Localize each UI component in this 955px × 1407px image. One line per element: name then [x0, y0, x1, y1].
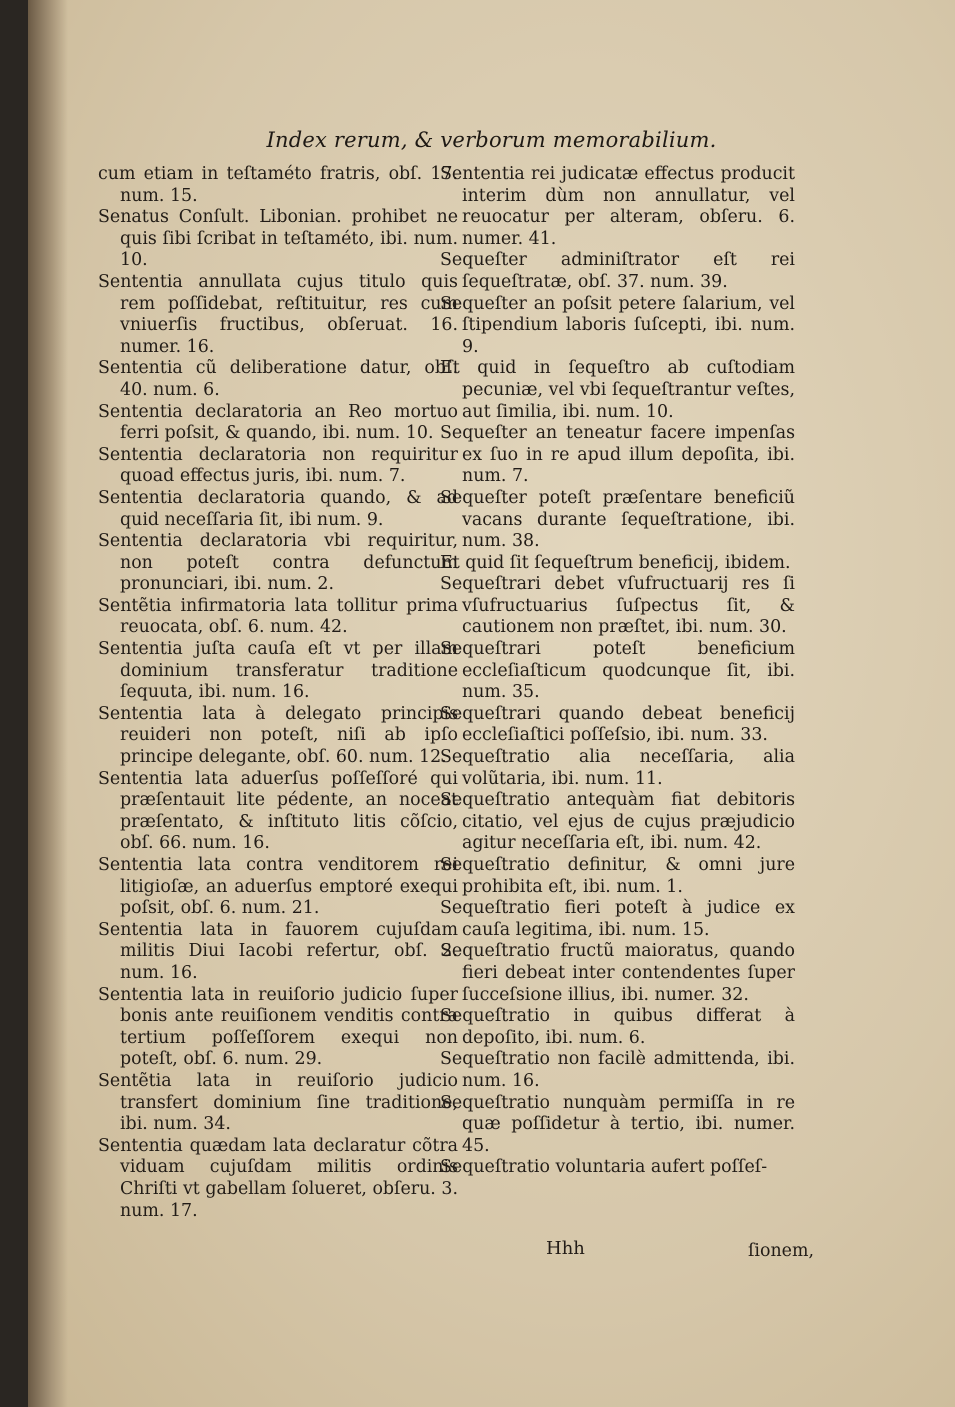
index-entry: Sententia rei judicatæ effectus producit interim dùm non annullatur, vel reuocatur per alteram, obſeru. 6. numer. 41.: [440, 164, 795, 249]
index-entry: Sentẽtia infirmatoria lata tollitur prima reuocata, obſ. 6. num. 42.: [98, 595, 458, 638]
index-entry: Sententia lata aduerſus poſſeſſoré qui præſentauit lite pédente, an noceat præſentato, & inſtituto litis cõſcio, obſ. 66. num. 16.: [98, 768, 458, 854]
catchword: ſionem,: [748, 1241, 814, 1261]
index-entry: Sententia lata à delegato principis reuideri non poteſt, niſi ab ipſo principe delegante, obſ. 60. num. 12.: [98, 703, 458, 768]
binding-gutter: [28, 0, 68, 1407]
index-entry: Sequeſtratio antequàm fiat debitoris citatio, vel ejus de cujus præjudicio agitur neceſſaria eſt, ibi. num. 42.: [440, 790, 795, 854]
index-entry: Sequeſtratio voluntaria aufert poſſeſ-: [440, 1157, 768, 1178]
index-entry: Sequeſter adminiſtrator eſt rei ſequeſtratæ, obſ. 37. num. 39.: [440, 250, 795, 292]
index-entry: Sententia declaratoria non requiritur quoad effectus juris, ibi. num. 7.: [98, 444, 458, 487]
index-entry: Sequeſtrari debet vſufructuarij res ſi vſufructuarius ſuſpectus ſit, & cautionem non præſtet, ibi. num. 30.: [440, 574, 795, 638]
index-entry: Sequeſtratio fructũ maioratus, quando fieri debeat inter contendentes ſuper ſucceſsione illius, ibi. numer. 32.: [440, 941, 795, 1005]
index-entry: Sententia quædam lata declaratur cõtra viduam cujuſdam militis ordinis Chriſti vt gabellam ſolueret, obſeru. 3. num. 17.: [98, 1135, 458, 1221]
index-column-left: [98, 164, 458, 1222]
index-entry: Sequeſtratio non facilè admittenda, ibi. num. 16.: [440, 1049, 795, 1091]
book-page: [28, 0, 955, 1407]
index-entry: Sententia lata contra venditorem rei litigioſæ, an aduerſus emptoré exequi poſsit, obſ. 6. num. 21.: [98, 855, 458, 919]
index-entry: Senatus Conſult. Libonian. prohibet ne quis ſibi ſcribat in teſtaméto, ibi. num. 10.: [98, 207, 458, 271]
index-entry: Sententia declaratoria an Reo mortuo ferri poſsit, & quando, ibi. num. 10.: [98, 401, 458, 444]
index-entry: Sequeſtratio definitur, & omni jure prohibita eſt, ibi. num. 1.: [440, 855, 795, 897]
running-header: Index rerum, & verborum memorabilium.: [266, 128, 717, 152]
index-entry: cum etiam in teſtaméto fratris, obſ. 17. num. 15.: [98, 164, 458, 206]
index-entry: Sententia annullata cujus titulo quis rem poſſidebat, reſtituitur, res cum vniuerſis fructibus, obſeruat. 16. numer. 16.: [98, 271, 458, 357]
index-entry: Sententia lata in reuiſorio judicio ſuper bonis ante reuiſionem venditis contra tertium poſſeſſorem exequi non poteſt, obſ. 6. num. 29.: [98, 984, 458, 1070]
index-entry: Sequeſtrari quando debeat beneficij eccleſiaſtici poſſeſsio, ibi. num. 33.: [440, 703, 795, 746]
index-entry: Sententia juſta cauſa eſt vt per illam dominium transferatur traditione ſequuta, ibi. num. 16.: [98, 639, 458, 703]
index-entry: Sequeſtrari poteſt beneficium eccleſiaſticum quodcunque ſit, ibi. num. 35.: [440, 639, 795, 703]
index-entry: Sequeſtratio fieri poteſt à judice ex cauſa legitima, ibi. num. 15.: [440, 898, 795, 940]
index-entry: Sententia declaratoria vbi requiritur, non poteſt contra defunctum pronunciari, ibi. num. 2.: [98, 531, 458, 595]
index-entry: Sententia cũ deliberatione datur, obſ. 40. num. 6.: [98, 358, 458, 400]
index-entry: Et quid ſit ſequeſtrum beneficij, ibidem.: [440, 552, 791, 573]
index-entry: Sequeſtratio in quibus differat à depoſito, ibi. num. 6.: [440, 1006, 795, 1048]
index-entry: Sententia lata in fauorem cujuſdam militis Diui Iacobi refertur, obſ. 2. num. 16.: [98, 919, 458, 983]
index-entry: Sequeſter an teneatur facere impenſas ex ſuo in re apud illum depoſita, ibi. num. 7.: [440, 423, 795, 487]
index-entry: Sententia declaratoria quando, & ad quid neceſſaria ſit, ibi num. 9.: [98, 487, 458, 530]
index-entry: Sentẽtia lata in reuiſorio judicio transfert dominium ſine traditione, ibi. num. 34.: [98, 1070, 458, 1135]
index-column-right: [440, 164, 795, 1179]
signature-mark: Hhh: [546, 1238, 585, 1259]
index-entry: Sequeſtratio nunquàm permiſſa in re quæ poſſidetur à tertio, ibi. numer. 45.: [440, 1092, 795, 1156]
index-entry: Et quid in ſequeſtro ab cuſtodiam pecuniæ, vel vbi ſequeſtrantur veſtes, aut ſimilia, ibi. num. 10.: [440, 358, 795, 422]
index-entry: Sequeſtratio alia neceſſaria, alia volũtaria, ibi. num. 11.: [440, 747, 795, 789]
index-entry: Sequeſter an poſsit petere ſalarium, vel ſtipendium laboris ſuſcepti, ibi. num. 9.: [440, 293, 795, 357]
index-entry: Sequeſter poteſt præſentare beneficiũ vacans durante ſequeſtratione, ibi. num. 38.: [440, 487, 795, 552]
